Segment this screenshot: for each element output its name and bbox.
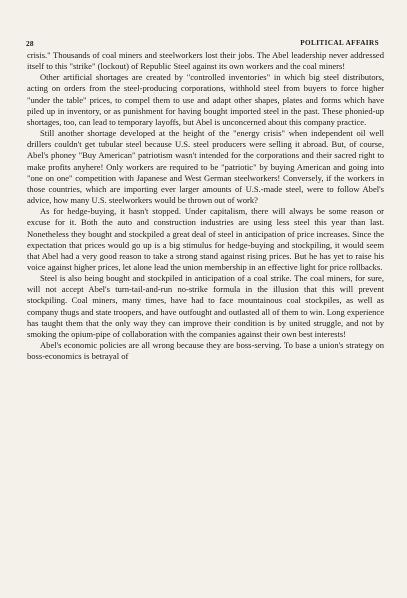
paragraph: As for hedge-buying, it hasn't stopped. Under capitalism, there will always be some reason or excuse for it. Both the auto and construction industries are using less steel this year than last. Nonetheless they bought and stockpiled a great deal of steel in anticipation of price increases. Since the expectation that prices would go up is a big stimulus for hedge-buying and stockpiling, it would seem that Abel had a very good reason to take a strong stand against rising prices. But he has yet to raise his voice against higher prices, let alone lead the union membership in an effective light for price rollbacks. [27, 206, 384, 272]
page-header [26, 39, 379, 49]
article-body [27, 50, 384, 362]
paragraph: Abel's economic policies are all wrong because they are boss-serving. To base a union's strategy on boss-economics is betrayal of [27, 340, 384, 362]
paragraph: Steel is also being bought and stockpiled in anticipation of a coal strike. The coal miners, for sure, will not accept Abel's turn-tail-and-run no-strike formula in the illusion that this will prevent stockpiling. Coal miners, many times, have had to face mountainous coal stockpiles, as well as company thugs and state troopers, and have outfought and outlasted all of them to win. Long experience has taught them that the only way they can improve their condition is by united struggle, and not by smoking the opium-pipe of collaboration with the companies against their own best interests! [27, 273, 384, 339]
paragraph-continued: crisis." Thousands of coal miners and steelworkers lost their jobs. The Abel leadership never addressed itself to this "strike" (lockout) of Republic Steel against its own workers and the coal miners! [27, 50, 384, 72]
paragraph: Still another shortage developed at the height of the "energy crisis" when independent oil well drillers couldn't get tubular steel because U.S. steel producers were selling it abroad. But, of course, Abel's phoney "Buy American" patriotism wasn't intended for the corporations and their sacred right to make profits anyhere! Only workers are required to be "patriotic" by buying American and going into "one on one" competition with Japanese and West German steelworkers! Conversely, if the workers in those countries, which are importing ever larger amounts of U.S.-made steel, were to follow Abel's advice, how many U.S. steelworkers would be thrown out of work? [27, 128, 384, 206]
running-head: POLITICAL AFFAIRS [300, 39, 379, 47]
page-number: 28 [26, 39, 34, 48]
paragraph: Other artificial shortages are created by "controlled inventories" in which big steel distributors, acting on orders from the steel-producing corporations, withhold steel from buyers to force higher "under the table" prices, to compel them to use and adapt other shapes, plates and forms which have piled up in inventory, or as punishment for having bought imported steel in the past. These phonied-up shortages, too, can lead to temporary layoffs, but Abel is unconcerned about this company practice. [27, 72, 384, 127]
